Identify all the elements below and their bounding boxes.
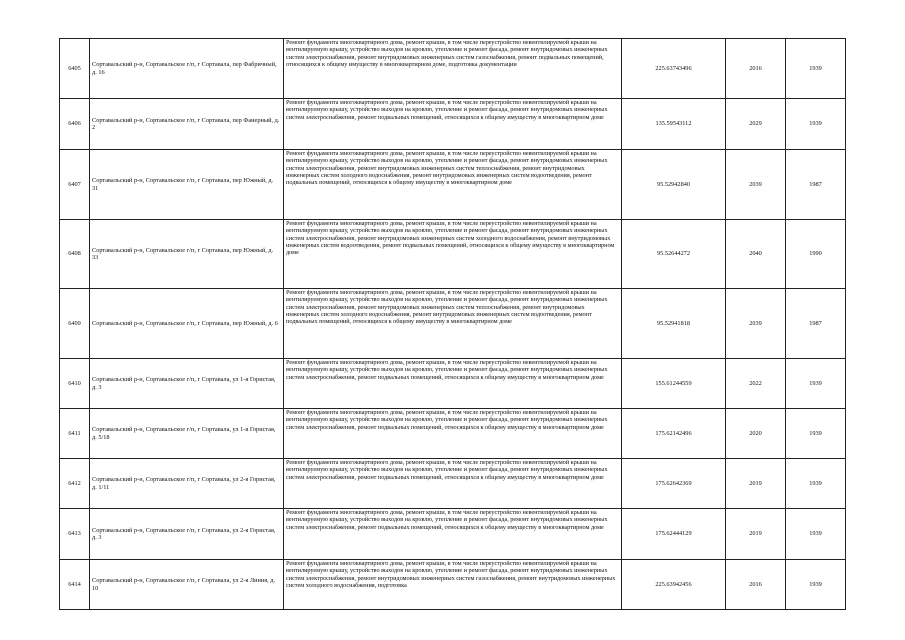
built-year-cell: 1939 <box>786 459 846 509</box>
works-cell: Ремонт фундамента многоквартирного дома, ремонт крыши, в том числе переустройство невентилируемой крыши на вентилируемую крышу, устройство выходов на кровлю, утепление и ремонт фасада, ремонт внутридомовых инженерных систем электроснабжения, ремонт подвальных помещений, относящихся к общему имуществу в многоквартирном доме <box>284 99 622 150</box>
planned-year-cell: 2022 <box>726 359 786 409</box>
value-cell: 135.59543112 <box>622 99 726 150</box>
row-number: 6414 <box>60 560 90 610</box>
row-number: 6406 <box>60 99 90 150</box>
table-row <box>60 39 846 99</box>
built-year-cell: 1939 <box>786 409 846 459</box>
row-number: 6410 <box>60 359 90 409</box>
table-row <box>60 150 846 220</box>
address-cell: Сортавальский р-н, Сортавальское г/п, г Сортавала, ул 1-я Гористая, д. 5/18 <box>90 409 284 459</box>
table-row <box>60 560 846 610</box>
built-year-cell: 1939 <box>786 39 846 99</box>
row-number: 6412 <box>60 459 90 509</box>
planned-year-cell: 2020 <box>726 409 786 459</box>
address-cell: Сортавальский р-н, Сортавальское г/п, г Сортавала, ул 1-я Гористая, д. 3 <box>90 359 284 409</box>
address-cell: Сортавальский р-н, Сортавальское г/п, г Сортавала, пер Фабричный, д. 16 <box>90 39 284 99</box>
planned-year-cell: 2039 <box>726 150 786 220</box>
table-row <box>60 99 846 150</box>
row-number: 6408 <box>60 220 90 289</box>
table-row <box>60 289 846 359</box>
table-row <box>60 459 846 509</box>
value-cell: 155.61244559 <box>622 359 726 409</box>
works-cell: Ремонт фундамента многоквартирного дома, ремонт крыши, в том числе переустройство невентилируемой крыши на вентилируемую крышу, устройство выходов на кровлю, утепление и ремонт фасада, ремонт внутридомовых инженерных систем электроснабжения, ремонт подвальных помещений, относящихся к общему имуществу в многоквартирном доме <box>284 359 622 409</box>
repair-program-table <box>59 38 846 610</box>
address-cell: Сортавальский р-н, Сортавальское г/п, г Сортавала, ул 2-я Линия, д. 10 <box>90 560 284 610</box>
planned-year-cell: 2029 <box>726 99 786 150</box>
built-year-cell: 1939 <box>786 359 846 409</box>
table-row <box>60 220 846 289</box>
works-cell: Ремонт фундамента многоквартирного дома, ремонт крыши, в том числе переустройство невентилируемой крыши на вентилируемую крышу, устройство выходов на кровлю, утепление и ремонт фасада, ремонт внутридомовых инженерных систем электроснабжения, ремонт подвальных помещений, относящихся к общему имуществу в многоквартирном доме <box>284 409 622 459</box>
value-cell: 175.62642369 <box>622 459 726 509</box>
planned-year-cell: 2019 <box>726 459 786 509</box>
row-number: 6407 <box>60 150 90 220</box>
built-year-cell: 1939 <box>786 560 846 610</box>
value-cell: 95.52644272 <box>622 220 726 289</box>
built-year-cell: 1939 <box>786 509 846 560</box>
works-cell: Ремонт фундамента многоквартирного дома, ремонт крыши, в том числе переустройство невентилируемой крыши на вентилируемую крышу, устройство выходов на кровлю, утепление и ремонт фасада, ремонт внутридомовых инженерных систем электроснабжения, ремонт подвальных помещений, относящихся к общему имуществу в многоквартирном доме <box>284 459 622 509</box>
works-cell: Ремонт фундамента многоквартирного дома, ремонт крыши, в том числе переустройство невентилируемой крыши на вентилируемую крышу, устройство выходов на кровлю, утепление и ремонт фасада, ремонт внутридомовых инженерных систем электроснабжения, ремонт внутридомовых инженерных систем теплоснабжения, ремонт внутридомовых инженерных систем холодного водоснабжения, ремонт внутридомовых инженерных систем водоотведения, ремонт подвальных помещений, относящихся к общему имуществу в многоквартирном доме <box>284 150 622 220</box>
row-number: 6413 <box>60 509 90 560</box>
works-cell: Ремонт фундамента многоквартирного дома, ремонт крыши, в том числе переустройство невентилируемой крыши на вентилируемую крышу, устройство выходов на кровлю, утепление и ремонт фасада, ремонт внутридомовых инженерных систем электроснабжения, ремонт внутридомовых инженерных систем холодного водоснабжения, ремонт внутридомовых инженерных систем водоотведения, ремонт подвальных помещений, относящихся к общему имуществу в многоквартирном доме <box>284 220 622 289</box>
address-cell: Сортавальский р-н, Сортавальское г/п, г Сортавала, пер Южный, д. 33 <box>90 220 284 289</box>
built-year-cell: 1987 <box>786 150 846 220</box>
planned-year-cell: 2016 <box>726 39 786 99</box>
planned-year-cell: 2016 <box>726 560 786 610</box>
row-number: 6411 <box>60 409 90 459</box>
value-cell: 95.52941818 <box>622 289 726 359</box>
row-number: 6405 <box>60 39 90 99</box>
table-row <box>60 409 846 459</box>
works-cell: Ремонт фундамента многоквартирного дома, ремонт крыши, в том числе переустройство невентилируемой крыши на вентилируемую крышу, устройство выходов на кровлю, утепление и ремонт фасада, ремонт внутридомовых инженерных систем электроснабжения, ремонт внутридомовых инженерных систем теплоснабжения, ремонт внутридомовых инженерных систем холодного водоснабжения, ремонт внутридомовых инженерных систем водоотведения, ремонт подвальных помещений, относящихся к общему имуществу в многоквартирном доме <box>284 289 622 359</box>
address-cell: Сортавальский р-н, Сортавальское г/п, г Сортавала, пер Фанерный, д. 2 <box>90 99 284 150</box>
value-cell: 95.52942840 <box>622 150 726 220</box>
table-row <box>60 509 846 560</box>
address-cell: Сортавальский р-н, Сортавальское г/п, г Сортавала, ул 2-я Гористая, д. 1/11 <box>90 459 284 509</box>
value-cell: 175.62444129 <box>622 509 726 560</box>
works-cell: Ремонт фундамента многоквартирного дома, ремонт крыши, в том числе переустройство невентилируемой крыши на вентилируемую крышу, устройство выходов на кровлю, утепление и ремонт фасада, ремонт внутридомовых инженерных систем электроснабжения, ремонт подвальных помещений, относящихся к общему имуществу в многоквартирном доме <box>284 509 622 560</box>
planned-year-cell: 2019 <box>726 509 786 560</box>
value-cell: 225.63743496 <box>622 39 726 99</box>
address-cell: Сортавальский р-н, Сортавальское г/п, г Сортавала, пер Южный, д. 31 <box>90 150 284 220</box>
row-number: 6409 <box>60 289 90 359</box>
table-row <box>60 359 846 409</box>
planned-year-cell: 2040 <box>726 220 786 289</box>
works-cell: Ремонт фундамента многоквартирного дома, ремонт крыши, в том числе переустройство невентилируемой крыши на вентилируемую крышу, устройство выходов на кровлю, утепление и ремонт фасада, ремонт внутридомовых инженерных систем электроснабжения, ремонт внутридомовых инженерных систем газоснабжения, ремонт подвальных помещений, относящихся к общему имуществу в многоквартирном доме, подготовка документации <box>284 39 622 99</box>
planned-year-cell: 2039 <box>726 289 786 359</box>
works-cell: Ремонт фундамента многоквартирного дома, ремонт крыши, в том числе переустройство невентилируемой крыши на вентилируемую крышу, устройство выходов на кровлю, утепление и ремонт фасада, ремонт внутридомовых инженерных систем электроснабжения, ремонт внутридомовых инженерных систем газоснабжения, ремонт внутридомовых инженерных систем холодного водоснабжения, подготовка <box>284 560 622 610</box>
address-cell: Сортавальский р-н, Сортавальское г/п, г Сортавала, пер Южный, д. 6 <box>90 289 284 359</box>
built-year-cell: 1987 <box>786 289 846 359</box>
address-cell: Сортавальский р-н, Сортавальское г/п, г Сортавала, ул 2-я Гористая, д. 3 <box>90 509 284 560</box>
value-cell: 175.62142496 <box>622 409 726 459</box>
value-cell: 225.63942456 <box>622 560 726 610</box>
built-year-cell: 1990 <box>786 220 846 289</box>
built-year-cell: 1939 <box>786 99 846 150</box>
